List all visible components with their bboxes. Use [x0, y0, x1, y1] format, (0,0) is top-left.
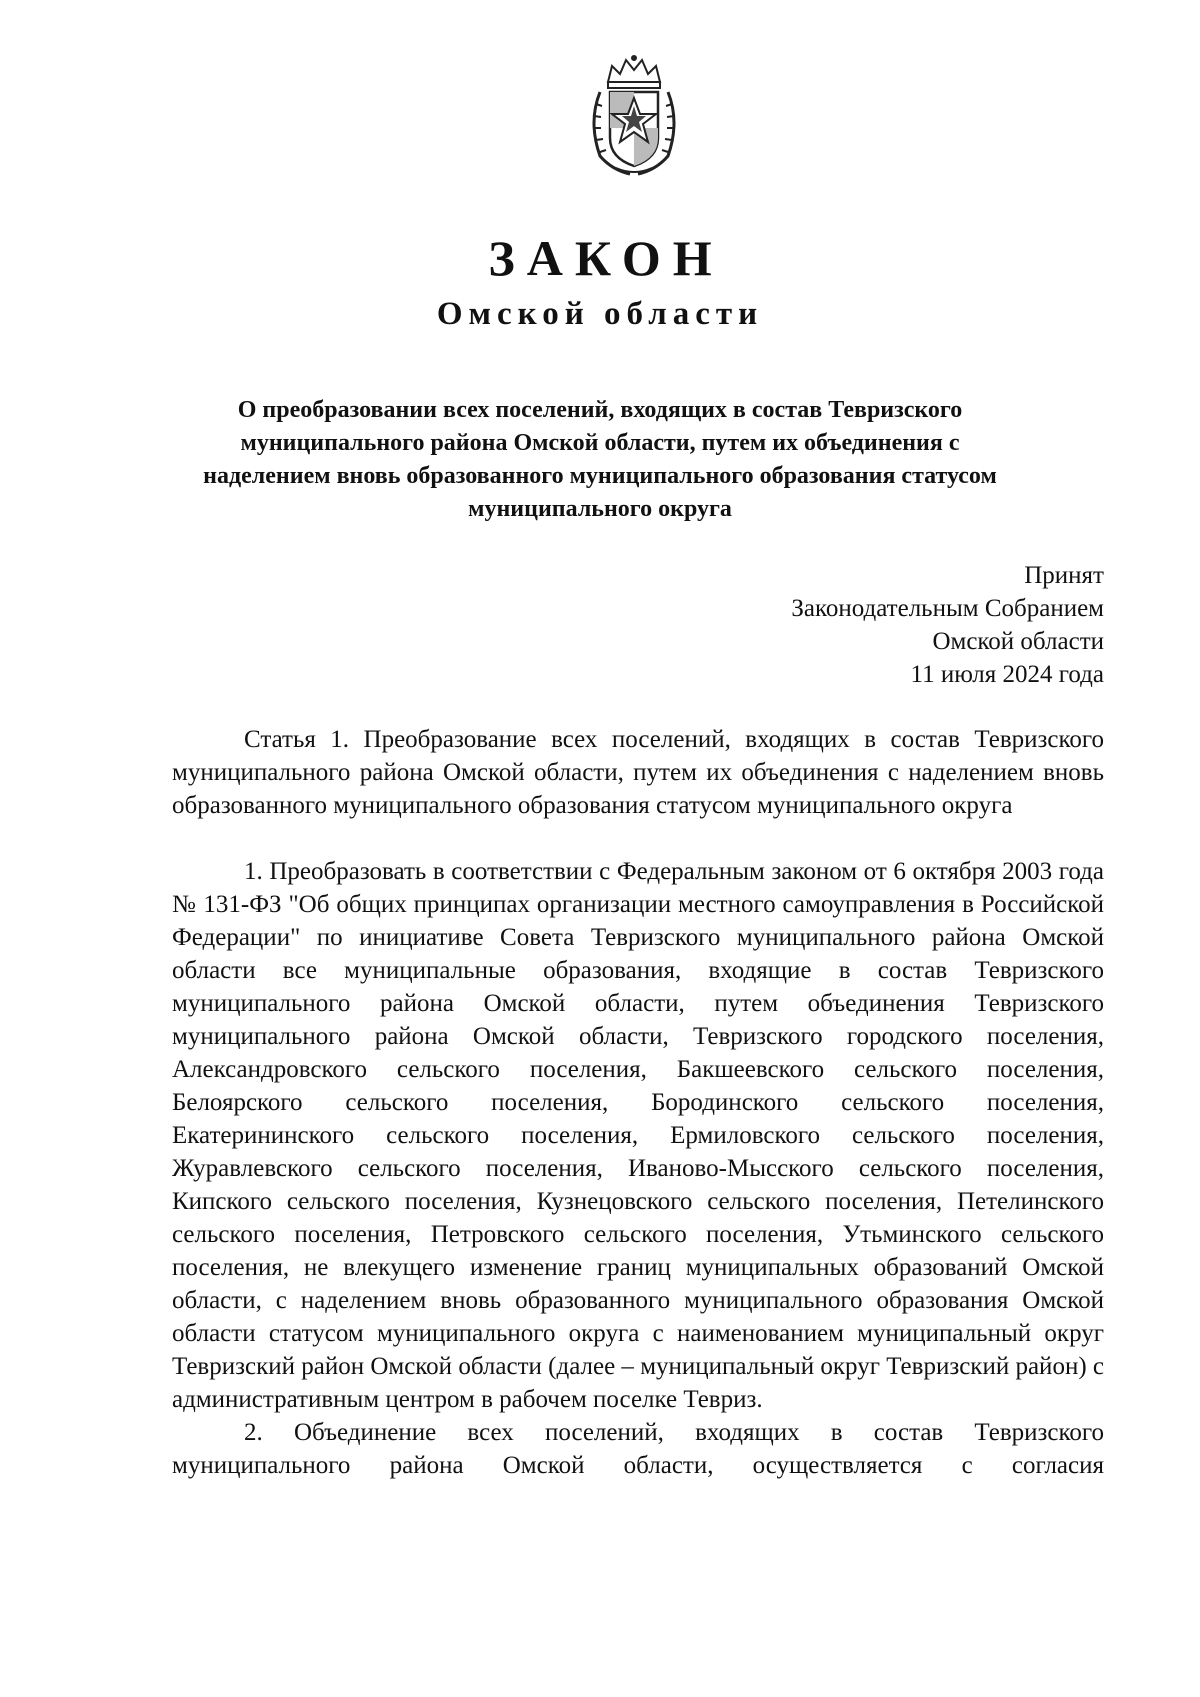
adoption-line-3: Омской области [932, 628, 1104, 655]
adoption-block [791, 559, 1104, 691]
adoption-line-2: Законодательным Собранием [791, 595, 1104, 622]
adoption-date: 11 июля 2024 года [910, 661, 1104, 688]
article-1-paragraph-2: 2. Объединение всех поселений, входящих в состав Тевризского муниципального района Омской области, осуществляется с согласия [172, 1419, 1104, 1479]
coat-of-arms-icon [586, 52, 682, 178]
law-title: ЗАКОН [488, 230, 724, 286]
adoption-line-1: Принят [1024, 562, 1104, 589]
document-body [172, 723, 1104, 1482]
law-heading: О преобразовании всех поселений, входящих в состав Тевризского муниципального района Омской области, путем их объединения с наделением вновь образованного муниципального образования статусом муниципального округа [203, 397, 997, 522]
article-1-paragraph-1: 1. Преобразовать в соответствии с Федеральным законом от 6 октября 2003 года № 131-ФЗ "Об общих принципах организации местного самоуправления в Российской Федерации" по инициативе Совета Тевризского муниципального района Омской области все муниципальные образования, входящие в состав Тевризского муниципального района Омской области, путем объединения Тевризского муниципального района Омской области, Тевризского городского поселения, Александровского сельского поселения, Бакшеевского сельского поселения, Белоярского сельского поселения, Бородинского сельского поселения, Екатерининского сельского поселения, Ермиловского сельского поселения, Журавлевского сельского поселения, Иваново-Мысского сельского поселения, Кипского сельского поселения, Кузнецовского сельского поселения, Петелинского сельского поселения, Петровского сельского поселения, Утьминского сельского поселения, не влекущего изменение границ муниципальных образований Омской области, с наделением вновь образованного муниципального образования Омской области статусом муниципального округа с наименованием муниципальный округ Тевризский район Омской области (далее – муниципальный округ Тевризский район) с административным центром в рабочем поселке Тевриз. [172, 858, 1104, 1413]
law-subtitle: Омской области [436, 296, 764, 332]
article-1-title: Статья 1. Преобразование всех поселений, входящих в состав Тевризского муниципального района Омской области, путем их объединения с наделением вновь образованного муниципального образования статусом муниципального округа [172, 726, 1104, 819]
paragraph-gap [172, 822, 1104, 855]
